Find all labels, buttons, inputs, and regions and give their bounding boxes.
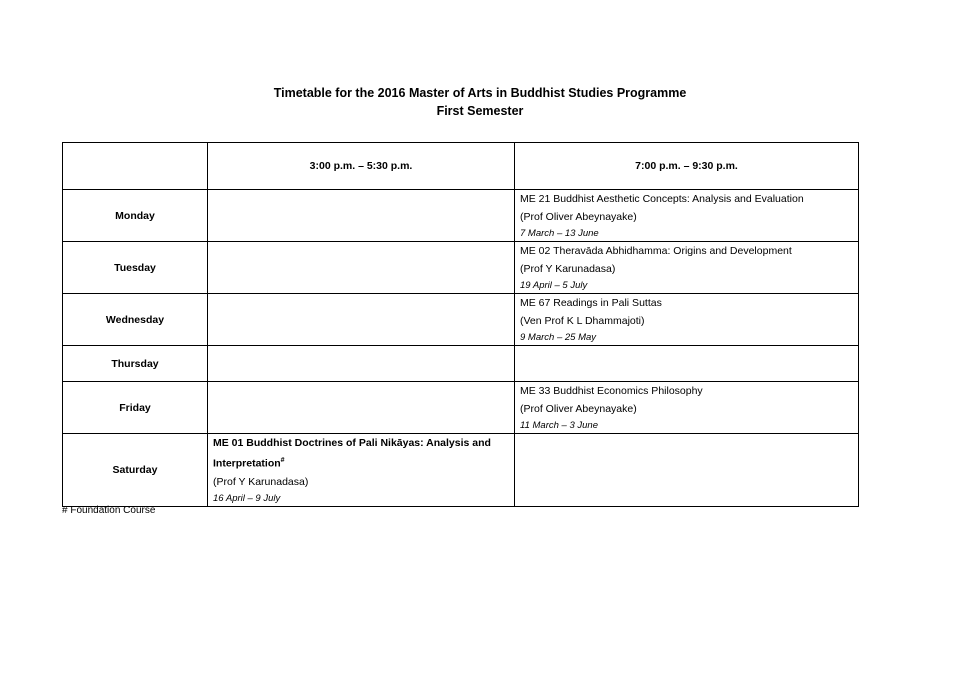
header-slot-1: 3:00 p.m. – 5:30 p.m. [208,143,515,190]
table-row-friday [63,382,859,434]
course-name: ME 02 Theravāda Abhidhamma: Origins and Development [520,245,792,257]
course-name: ME 33 Buddhist Economics Philosophy [520,385,703,397]
course-dates: 16 April – 9 July [213,492,281,504]
course-dates: 19 April – 5 July [520,280,588,291]
empty-slot-cell [515,346,859,382]
header-day [63,143,208,190]
day-cell: Friday [63,382,208,434]
foundation-mark: # [280,457,285,464]
course-cell [515,294,859,346]
course-name: ME 21 Buddhist Aesthetic Concepts: Analysis and Evaluation [520,193,804,205]
title-line-2: First Semester [436,104,524,118]
table-row-monday [63,190,859,242]
course-name: ME 01 Buddhist Doctrines of Pali Nikāyas: Analysis and Interpretation [213,437,491,470]
course-cell [208,434,515,507]
header-row [63,143,859,190]
header-slot-2: 7:00 p.m. – 9:30 p.m. [515,143,859,190]
empty-slot-cell [208,382,515,434]
course-dates: 9 March – 25 May [520,332,597,343]
timetable [62,142,859,507]
day-cell: Wednesday [63,294,208,346]
table-row-wednesday [63,294,859,346]
day-cell: Monday [63,190,208,242]
course-cell [515,242,859,294]
day-cell: Saturday [63,434,208,507]
course-dates: 7 March – 13 June [520,228,599,239]
course-professor: (Prof Y Karunadasa) [213,475,309,488]
course-cell [515,382,859,434]
course-professor: (Ven Prof K L Dhammajoti) [520,315,645,327]
empty-slot-cell [208,242,515,294]
course-name: ME 67 Readings in Pali Suttas [520,297,662,309]
document-title [0,84,960,120]
empty-slot-cell [208,346,515,382]
empty-slot-cell [208,190,515,242]
course-dates: 11 March – 3 June [520,420,598,431]
table-row-tuesday [63,242,859,294]
course-professor: (Prof Oliver Abeynayake) [520,403,637,415]
empty-slot-cell [515,434,859,507]
course-name-wrapper [213,434,509,473]
footnote: # Foundation Course [62,505,156,516]
day-cell: Thursday [63,346,208,382]
title-line-1: Timetable for the 2016 Master of Arts in Buddhist Studies Programme [273,86,687,100]
empty-slot-cell [208,294,515,346]
table-row-thursday [63,346,859,382]
day-cell: Tuesday [63,242,208,294]
course-professor: (Prof Oliver Abeynayake) [520,211,637,223]
course-cell [515,190,859,242]
course-professor: (Prof Y Karunadasa) [520,263,616,275]
table-row-saturday [63,434,859,507]
